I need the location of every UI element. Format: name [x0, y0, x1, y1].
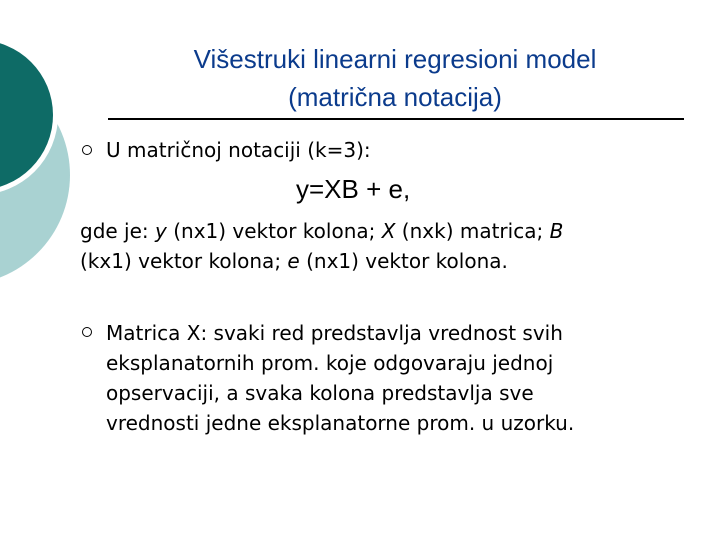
bullet-2-line: vrednosti jedne eksplanatorne prom. u uzorku.	[106, 411, 575, 435]
title-line-1: Višestruki linearni regresioni model	[193, 44, 597, 74]
para-lead: gde je:	[80, 219, 156, 243]
bullet-1-text: U matričnoj notaciji (k=3):	[106, 138, 371, 162]
definitions-paragraph	[80, 216, 700, 276]
bullet-circle-icon	[82, 327, 92, 337]
var-y: y	[155, 219, 167, 243]
bullet-circle-icon	[82, 145, 92, 155]
bullet-2-line: Matrica X: svaki red predstavlja vrednost svih	[106, 321, 563, 345]
title-line-2: (matrična notacija)	[288, 82, 502, 112]
y-description: (nx1) vektor kolona;	[166, 219, 382, 243]
var-x: X	[381, 219, 396, 243]
slide-title	[110, 40, 680, 116]
b-description: (kx1) vektor kolona;	[80, 249, 288, 273]
bullet-2-text	[106, 318, 706, 438]
decorative-circles	[0, 0, 90, 300]
var-e: e	[287, 249, 300, 273]
title-underline	[108, 118, 684, 120]
var-b: B	[549, 219, 564, 243]
bullet-2-line: opservaciji, a svaka kolona predstavlja sve	[106, 381, 534, 405]
x-description: (nxk) matrica;	[395, 219, 550, 243]
bullet-2-line: eksplanatornih prom. koje odgovaraju jednoj	[106, 351, 554, 375]
equation: y=XB + e,	[296, 174, 411, 204]
e-description: (nx1) vektor kolona.	[299, 249, 508, 273]
